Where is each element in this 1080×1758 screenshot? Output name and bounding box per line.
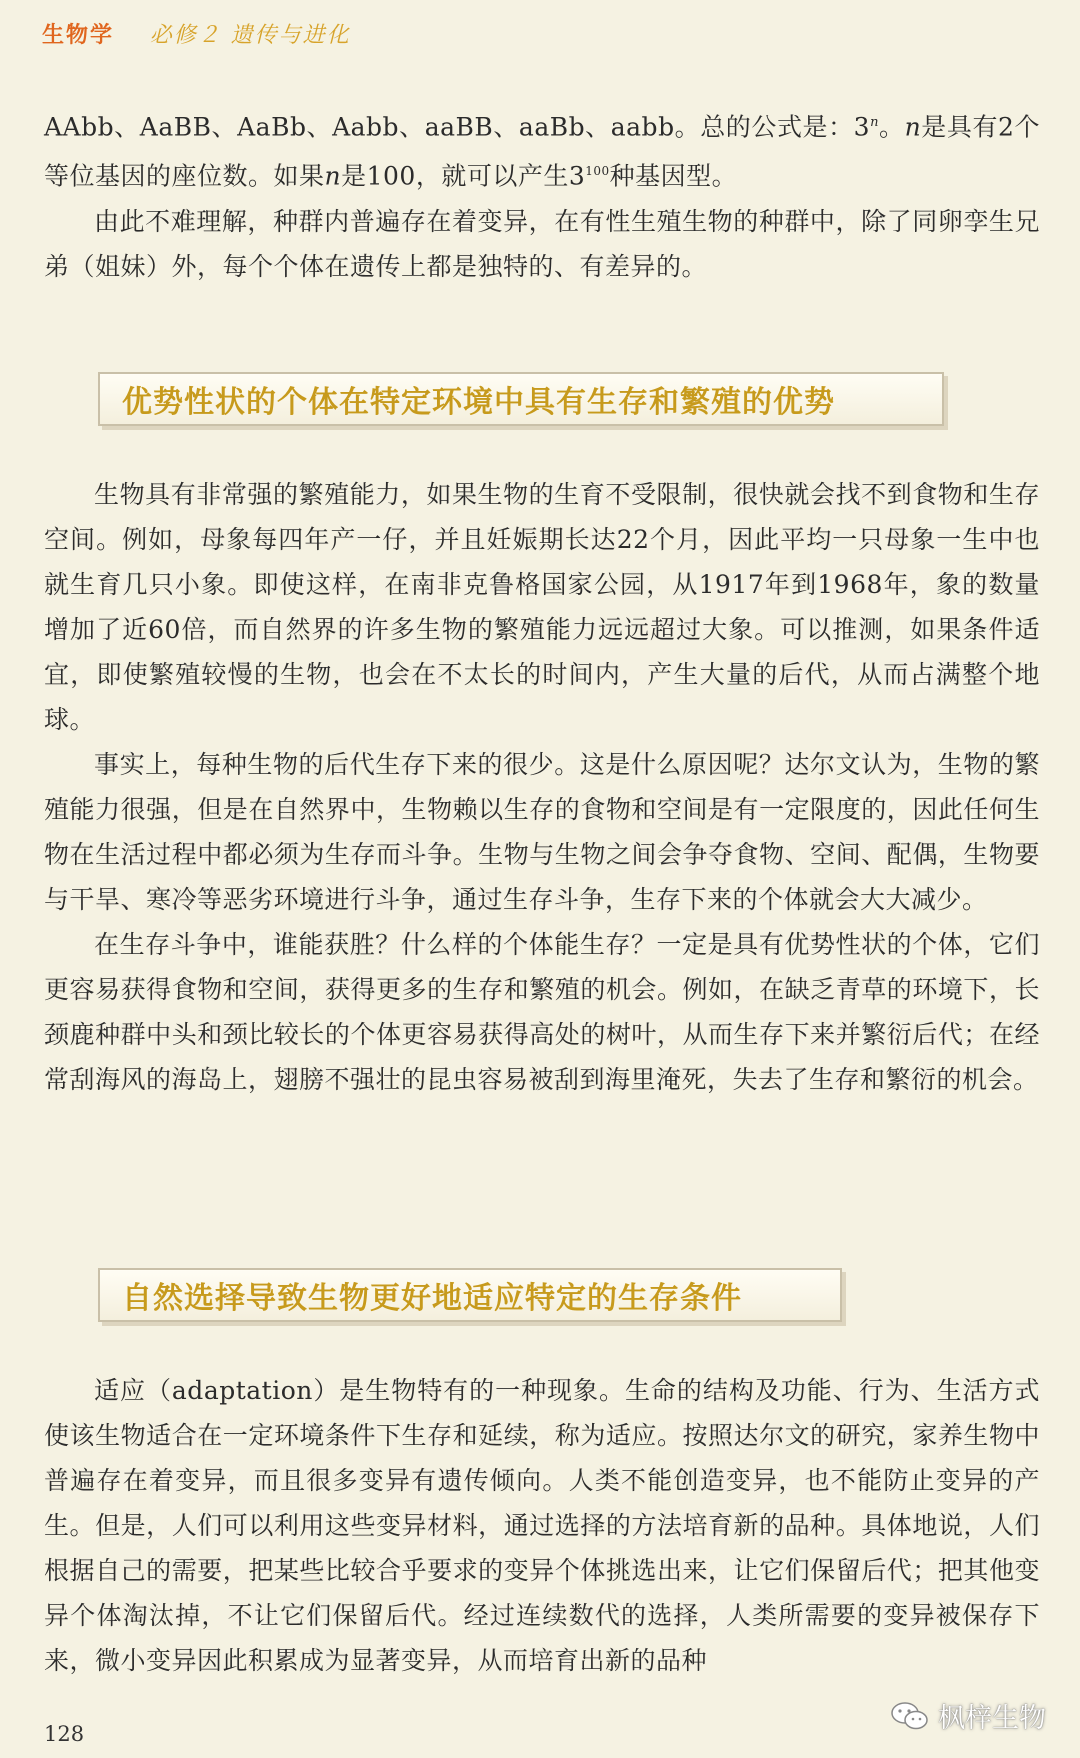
running-header xyxy=(42,18,351,49)
intro-paragraph-1: AAbb、AaBB、AaBb、Aabb、aaBB、aaBb、aabb。总的公式是：3$^n$。n是具有2个等位基因的座位数。如果n是100，就可以产生$3^{100}$种基因型。 xyxy=(44,112,1040,191)
wechat-icon xyxy=(890,1700,930,1732)
header-volume: 必修２ 遗传与进化 xyxy=(149,23,351,48)
section-1-paragraph-1: 生物具有非常强的繁殖能力，如果生物的生育不受限制，很快就会找不到食物和生存空间。例如，母象每四年产一仔，并且妊娠期长达22个月，因此平均一只母象一生中也就生育几只小象。即使这样，在南非克鲁格国家公园，从1917年到1968年，象的数量增加了近60倍，而自然界的许多生物的繁殖能力远远超过大象。可以推测，如果条件适宜，即使繁殖较慢的生物，也会在不太长的时间内，产生大量的后代，从而占满整个地球。 xyxy=(44,480,1040,734)
section-2-paragraph-1: 适应（adaptation）是生物特有的一种现象。生命的结构及功能、行为、生活方式使该生物适合在一定环境条件下生存和延续，称为适应。按照达尔文的研究，家养生物中普遍存在着变异，而且很多变异有遗传倾向。人类不能创造变异，也不能防止变异的产生。但是，人们可以利用这些变异材料，通过选择的方法培育新的品种。具体地说，人们根据自己的需要，把某些比较合乎要求的变异个体挑选出来，让它们保留后代；把其他变异个体淘汰掉，不让它们保留后代。经过连续数代的选择，人类所需要的变异被保存下来，微小变异因此积累成为显著变异，从而培育出新的品种 xyxy=(44,1376,1040,1675)
section-heading-1 xyxy=(98,372,944,426)
section-heading-1-text: 优势性状的个体在特定环境中具有生存和繁殖的优势 xyxy=(122,385,835,420)
header-subject: 生物学 xyxy=(42,23,115,48)
section-2-body xyxy=(44,1368,1040,1683)
watermark xyxy=(890,1696,1046,1735)
section-heading-2 xyxy=(98,1268,842,1322)
section-1-body xyxy=(44,472,1040,1102)
intro-text xyxy=(44,100,1040,289)
page-number: 128 xyxy=(44,1722,85,1746)
section-1-paragraph-3: 在生存斗争中，谁能获胜？什么样的个体能生存？一定是具有优势性状的个体，它们更容易获得食物和空间，获得更多的生存和繁殖的机会。例如，在缺乏青草的环境下，长颈鹿种群中头和颈比较长的个体更容易获得高处的树叶，从而生存下来并繁衍后代；在经常刮海风的海岛上，翅膀不强壮的昆虫容易被刮到海里淹死，失去了生存和繁衍的机会。 xyxy=(44,930,1040,1094)
watermark-text: 枫梓生物 xyxy=(938,1703,1046,1734)
intro-paragraph-2: 由此不难理解，种群内普遍存在着变异，在有性生殖生物的种群中，除了同卵孪生兄弟（姐妹）外，每个个体在遗传上都是独特的、有差异的。 xyxy=(44,206,1040,281)
section-1-paragraph-2: 事实上，每种生物的后代生存下来的很少。这是什么原因呢？达尔文认为，生物的繁殖能力很强，但是在自然界中，生物赖以生存的食物和空间是有一定限度的，因此任何生物在生活过程中都必须为生存而斗争。生物与生物之间会争夺食物、空间、配偶，生物要与干旱、寒冷等恶劣环境进行斗争，通过生存斗争，生存下来的个体就会大大减少。 xyxy=(44,750,1040,914)
section-heading-2-text: 自然选择导致生物更好地适应特定的生存条件 xyxy=(122,1281,742,1316)
